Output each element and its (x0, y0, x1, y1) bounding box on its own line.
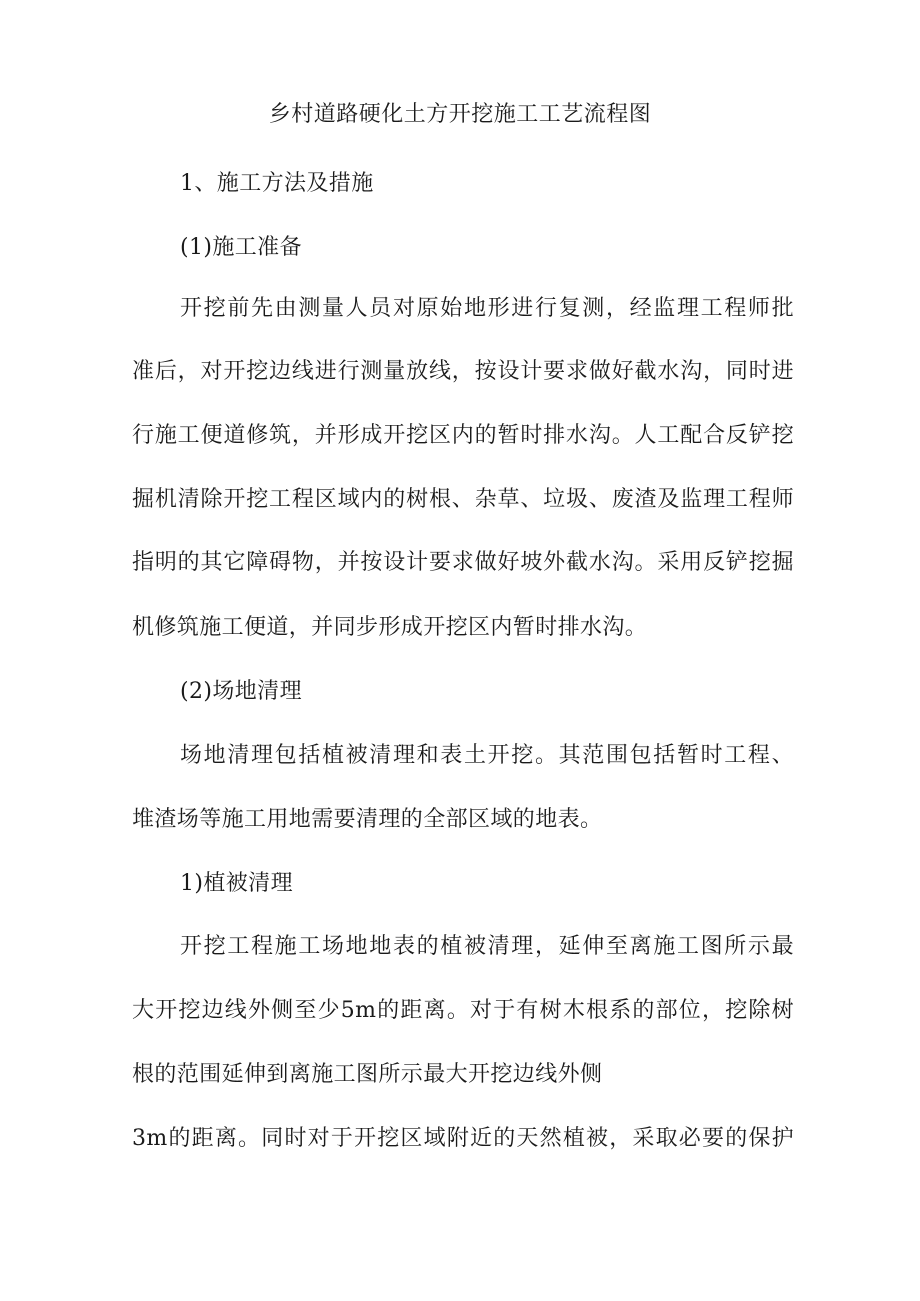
paragraph-line: 行施工便道修筑，并形成开挖区内的暂时排水沟。人工配合反铲挖 (132, 423, 794, 448)
paragraph-line: 掘机清除开挖工程区域内的树根、杂草、垃圾、废渣及监理工程师 (132, 487, 794, 512)
paragraph-line: 根的范围延伸到离施工图所示最大开挖边线外侧 (132, 1062, 603, 1087)
paragraph-line: 机修筑施工便道，并同步形成开挖区内暂时排水沟。 (132, 615, 648, 640)
paragraph-line: 场地清理包括植被清理和表土开挖。其范围包括暂时工程、 (180, 743, 794, 768)
paragraph-line: 准后，对开挖边线进行测量放线，按设计要求做好截水沟，同时进 (132, 359, 794, 384)
paragraph-line: 大开挖边线外侧至少5m的距离。对于有树木根系的部位，挖除树 (132, 998, 794, 1023)
subsection-heading: (1)施工准备 (180, 235, 302, 260)
paragraph-line: 开挖前先由测量人员对原始地形进行复测，经监理工程师批 (180, 296, 794, 321)
document-title: 乡村道路硬化土方开挖施工工艺流程图 (268, 102, 652, 127)
paragraph-line: 3m的距离。同时对于开挖区域附近的天然植被，采取必要的保护 (132, 1126, 794, 1151)
subsection-heading: (2)场地清理 (180, 679, 302, 704)
paragraph-line: 开挖工程施工场地地表的植被清理，延伸至离施工图所示最 (180, 934, 794, 959)
paragraph-line: 堆渣场等施工用地需要清理的全部区域的地表。 (132, 807, 603, 832)
subsection-heading: 1)植被清理 (180, 871, 293, 896)
paragraph-line: 指明的其它障碍物，并按设计要求做好坡外截水沟。采用反铲挖掘 (132, 550, 794, 575)
section-heading: 1、施工方法及措施 (180, 171, 374, 196)
